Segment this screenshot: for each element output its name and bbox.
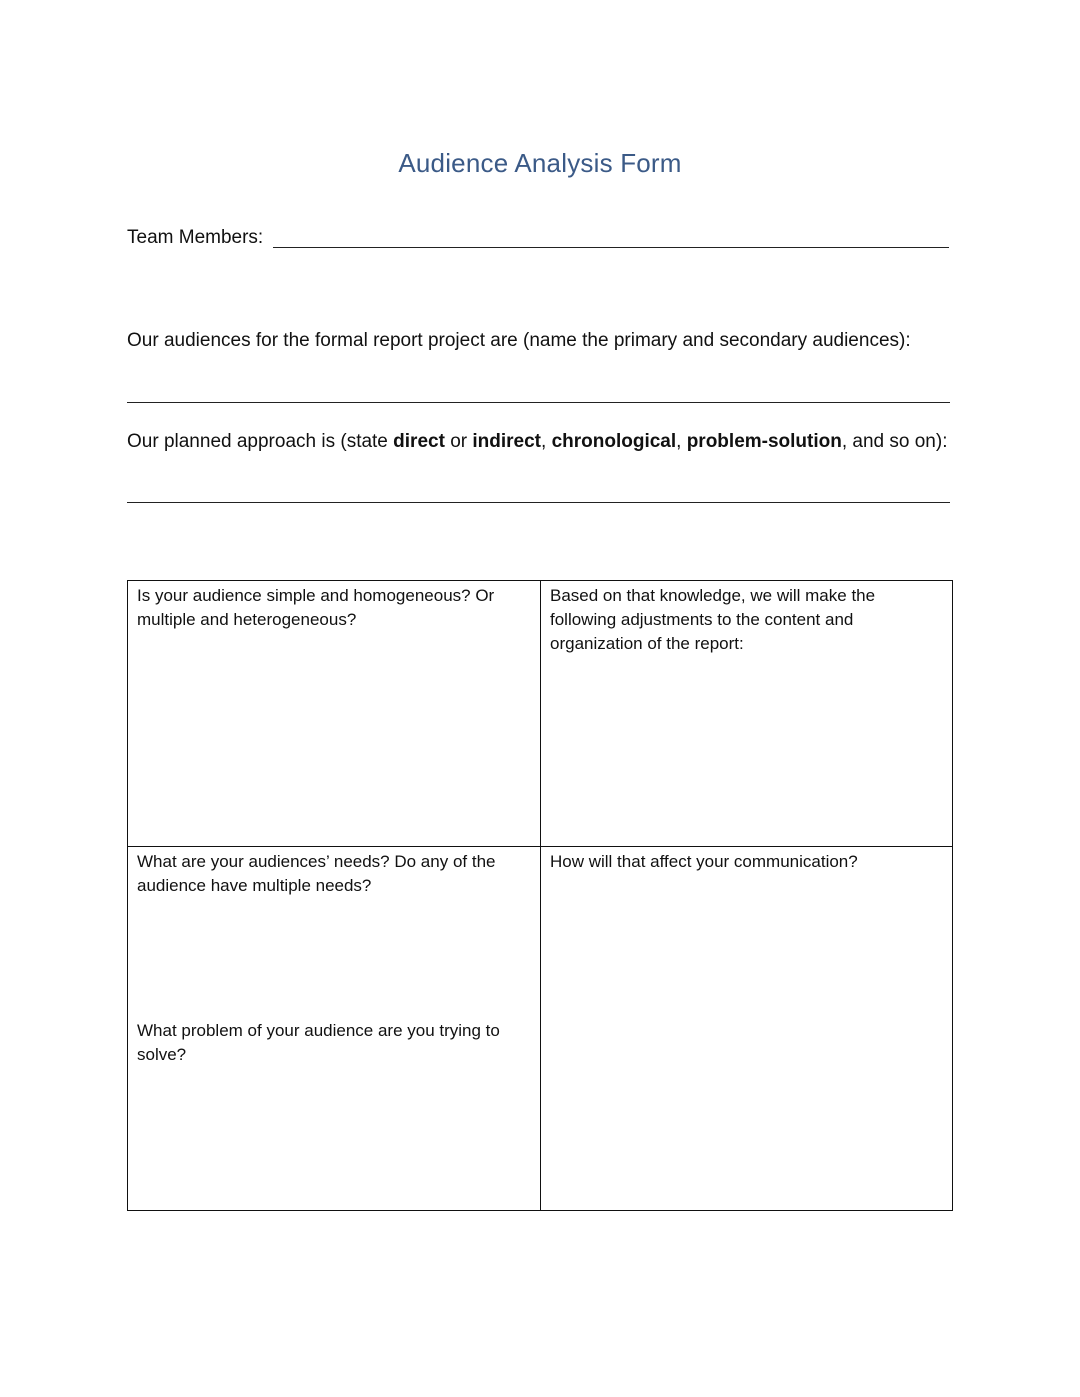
team-members-fill-line[interactable] — [273, 247, 949, 248]
cell-adjustments[interactable] — [541, 581, 952, 847]
audiences-prompt: Our audiences for the formal report project are (name the primary and secondary audiences): — [127, 330, 911, 351]
adjustments-question: Based on that knowledge, we will make the following adjustments to the content and organization of the report: — [550, 586, 876, 653]
approach-chronological: chronological — [551, 431, 677, 452]
team-members-label: Team Members: — [127, 227, 264, 248]
approach-prefix: Our planned approach is (state — [127, 431, 394, 452]
audience-needs-question: What are your audiences’ needs? Do any of the audience have multiple needs? — [137, 852, 496, 895]
communication-effect-question: How will that affect your communication? — [550, 852, 858, 871]
approach-comma-2: , — [676, 431, 687, 452]
audience-problem-question: What problem of your audience are you trying to solve? — [137, 1021, 500, 1064]
approach-problem-solution: problem-solution — [686, 431, 842, 452]
approach-indirect: indirect — [472, 431, 541, 452]
approach-prompt — [127, 431, 947, 453]
approach-comma-1: , — [541, 431, 552, 452]
cell-audience-needs[interactable] — [128, 847, 541, 1210]
approach-or: or — [444, 431, 473, 452]
audiences-fill-line[interactable] — [127, 402, 950, 403]
approach-fill-line[interactable] — [127, 502, 950, 503]
analysis-table — [127, 580, 953, 1211]
cell-communication-effect[interactable] — [541, 847, 952, 1210]
audience-type-question: Is your audience simple and homogeneous? Or multiple and heterogeneous? — [137, 586, 495, 629]
cell-audience-type[interactable] — [128, 581, 541, 847]
approach-direct: direct — [393, 431, 445, 452]
approach-suffix: , and so on): — [841, 431, 948, 452]
form-title: Audience Analysis Form — [398, 148, 682, 178]
